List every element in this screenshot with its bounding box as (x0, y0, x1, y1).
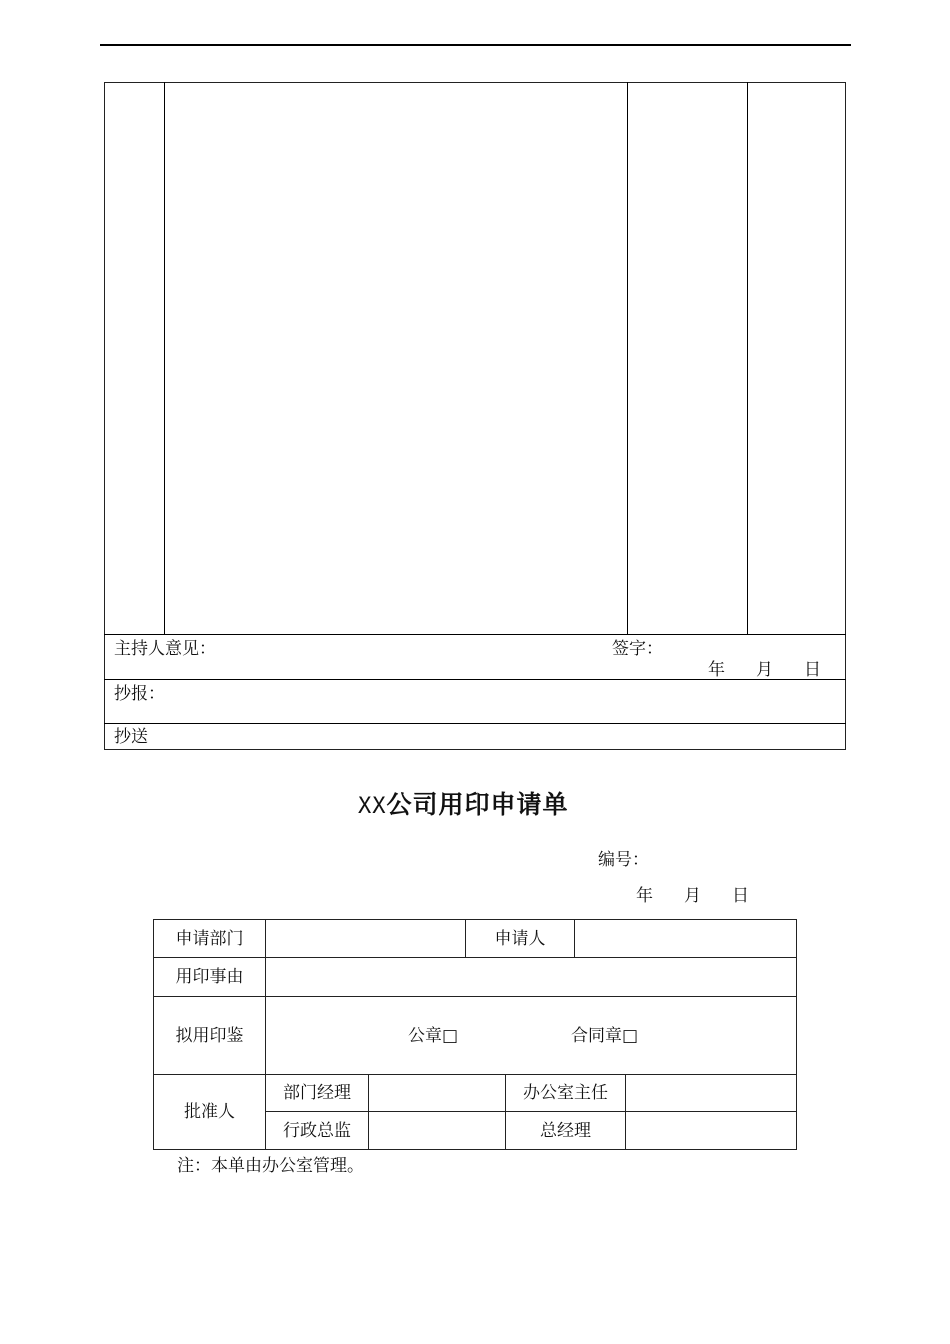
seal-label: 拟用印鉴 (175, 1025, 244, 1046)
official-seal-checkbox[interactable]: 公章□ (408, 1026, 459, 1046)
number-label: 编号： (598, 850, 649, 870)
report-label: 抄报： (114, 684, 165, 704)
seal-options-cell (265, 996, 797, 1075)
general-manager-label: 总经理 (540, 1120, 591, 1141)
col-divider (747, 82, 748, 635)
seal-label-cell (153, 996, 266, 1075)
host-opinion-label: 主持人意见： (114, 639, 216, 659)
reason-label-cell (153, 957, 266, 997)
admin-director-label-cell (265, 1111, 369, 1150)
applicant-value-cell[interactable] (574, 919, 797, 958)
dept-label-cell (153, 919, 266, 958)
general-manager-value-cell[interactable] (625, 1111, 797, 1150)
contract-seal-checkbox[interactable]: 合同章□ (571, 1026, 639, 1046)
form-date-month: 月 (684, 886, 701, 906)
form-date-day: 日 (732, 886, 749, 906)
applicant-label-cell (465, 919, 575, 958)
admin-director-label: 行政总监 (283, 1120, 351, 1141)
dept-manager-value-cell[interactable] (368, 1074, 506, 1112)
header-rule (100, 44, 851, 46)
row-divider (104, 634, 846, 635)
row-divider (104, 723, 846, 724)
dept-value-cell[interactable] (265, 919, 466, 958)
office-director-label-cell (505, 1074, 626, 1112)
form-date-year: 年 (636, 886, 653, 906)
form-title-main: 公司用印申请单 (386, 790, 569, 819)
applicant-label: 申请人 (494, 928, 546, 949)
reason-label: 用印事由 (175, 967, 244, 987)
date-year: 年 (708, 660, 725, 680)
col-divider (164, 82, 165, 635)
general-manager-label-cell (505, 1111, 626, 1150)
dept-manager-label-cell (265, 1074, 369, 1112)
form-title (358, 790, 569, 822)
row-divider (104, 679, 846, 680)
col-divider (627, 82, 628, 635)
form-title-prefix: XX (358, 794, 387, 819)
approver-label-cell (153, 1074, 266, 1150)
office-director-label: 办公室主任 (523, 1083, 608, 1103)
cc-label: 抄送 (114, 727, 148, 747)
dept-manager-label: 部门经理 (283, 1083, 351, 1103)
approver-label: 批准人 (184, 1102, 235, 1122)
office-director-value-cell[interactable] (625, 1074, 797, 1112)
date-day: 日 (804, 660, 821, 680)
signature-label: 签字： (612, 639, 663, 659)
reason-value-cell[interactable] (265, 957, 797, 997)
form-note: 注：本单由办公室管理。 (177, 1156, 364, 1176)
admin-director-value-cell[interactable] (368, 1111, 506, 1150)
dept-label: 申请部门 (175, 928, 244, 949)
date-month: 月 (756, 660, 773, 680)
